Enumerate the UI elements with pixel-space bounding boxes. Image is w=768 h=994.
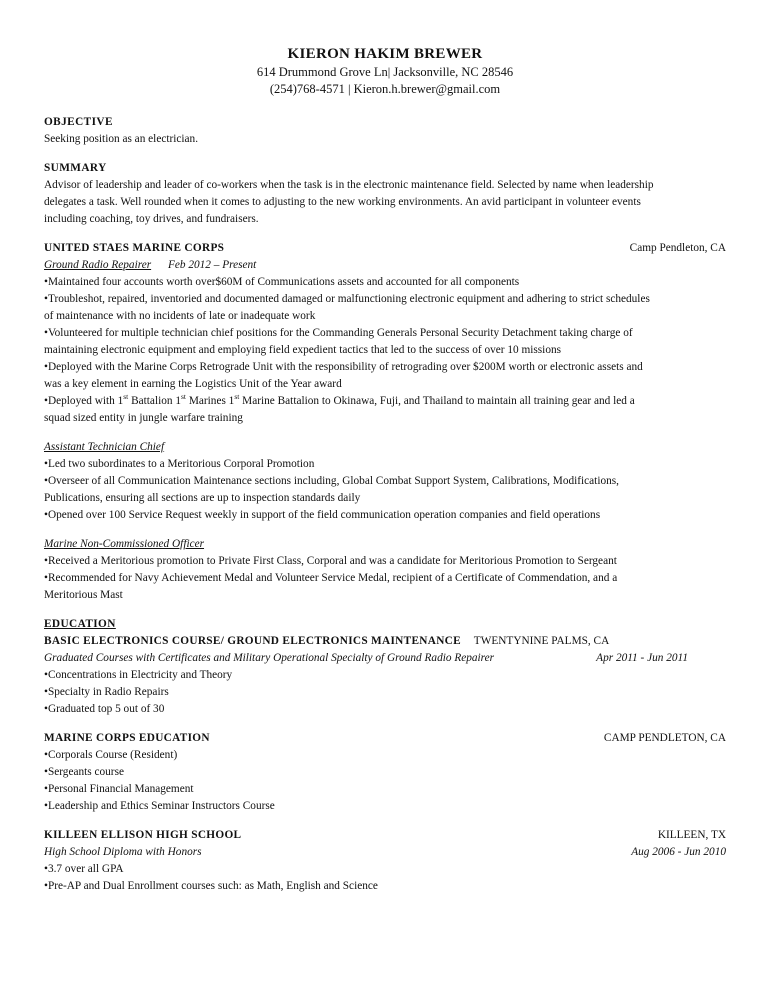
summary-line: Advisor of leadership and leader of co-workers when the task is in the electronic maintenance field. Selected by name when leadership [44, 179, 654, 191]
school-heading [44, 633, 726, 650]
school-dates: Apr 2011 - Jun 2011 [596, 652, 688, 664]
school-location: CAMP PENDLETON, CA [603, 732, 726, 744]
school-desc-row [44, 844, 726, 861]
objective-section [44, 114, 726, 148]
contact-line: (254)768-4571 | Kieron.h.brewer@gmail.com [269, 82, 501, 96]
resume-header [224, 44, 546, 98]
employer-row [44, 240, 726, 257]
school-desc-row [44, 650, 726, 667]
role-title: Marine Non-Commissioned Officer [44, 538, 205, 550]
bullet-line: •Concentrations in Electricity and Theory [44, 669, 233, 681]
school-desc: Graduated Courses with Certificates and Military Operational Specialty of Ground Radio Repairer [44, 652, 495, 664]
role-heading [44, 257, 726, 274]
school-name: KILLEEN ELLISON HIGH SCHOOL [44, 829, 242, 841]
bullet-line: •Volunteered for multiple technician chief positions for the Commanding Generals Personal Security Detachment taking charge of [44, 327, 633, 339]
bullet-line: squad sized entity in jungle warfare training [44, 412, 243, 424]
experience-section [44, 240, 726, 604]
bullet-line: •Graduated top 5 out of 30 [44, 703, 165, 715]
bullet-line: •Received a Meritorious promotion to Private First Class, Corporal and was a candidate for Meritorious Promotion to Sergeant [44, 555, 617, 567]
bullet-line: •Opened over 100 Service Request weekly in support of the field communication operation companies and field operations [44, 509, 601, 521]
education-section [44, 616, 726, 895]
employer-name: UNITED STAES MARINE CORPS [44, 242, 225, 254]
school-location: TWENTYNINE PALMS, CA [473, 635, 610, 647]
bullet-line: was a key element in earning the Logistics Unit of the Year award [44, 378, 342, 390]
bullet-line: Meritorious Mast [44, 589, 123, 601]
school-name: BASIC ELECTRONICS COURSE/ GROUND ELECTRONICS MAINTENANCE [44, 635, 461, 647]
bullet-line: •Recommended for Navy Achievement Medal and Volunteer Service Medal, recipient of a Certificate of Commendation, and a [44, 572, 618, 584]
bullet-line: •Corporals Course (Resident) [44, 749, 178, 761]
school-heading [44, 730, 726, 747]
bullet-line: •Troubleshot, repaired, inventoried and documented damaged or malfunctioning electronic equipment and adhering to strict schedules [44, 293, 650, 305]
bullet-line: maintaining electronic equipment and employing field expedient tactics that led to the success of over 10 missions [44, 344, 562, 356]
education-title: EDUCATION [44, 618, 116, 630]
objective-title: OBJECTIVE [44, 116, 113, 128]
applicant-name: KIERON HAKIM BREWER [287, 46, 483, 62]
bullet-line: •Specialty in Radio Repairs [44, 686, 169, 698]
summary-section [44, 160, 726, 228]
school-location: KILLEEN, TX [657, 829, 726, 841]
role-title: Ground Radio Repairer [44, 259, 152, 271]
resume-page [44, 44, 726, 895]
bullet-line: •Overseer of all Communication Maintenance sections including, Global Combat Support System, Calibrations, Modifications, [44, 475, 619, 487]
bullet-line: •Deployed with the Marine Corps Retrograde Unit with the responsibility of retrograding over $200M worth or electronic assets and [44, 361, 643, 373]
school-heading [44, 827, 726, 844]
employer-location: Camp Pendleton, CA [629, 242, 726, 254]
bullet-line: •Leadership and Ethics Seminar Instructors Course [44, 800, 275, 812]
role-title: Assistant Technician Chief [44, 441, 165, 453]
bullet-line: •Maintained four accounts worth over$60M of Communications assets and accounted for all components [44, 276, 520, 288]
bullet-line-deployment: •Deployed with 1st Battalion 1st Marines 1st Marine Battalion to Okinawa, Fuji, and Thailand to maintain all training gear and led a [44, 392, 635, 407]
bullet-line: •3.7 over all GPA [44, 863, 124, 875]
bullet-line: of maintenance with no incidents of late or inadequate work [44, 310, 316, 322]
summary-line: including coaching, toy drives, and fundraisers. [44, 213, 259, 225]
objective-text: Seeking position as an electrician. [44, 133, 199, 145]
school-name: MARINE CORPS EDUCATION [44, 732, 210, 744]
school-dates: Aug 2006 - Jun 2010 [631, 846, 726, 858]
bullet-line: •Sergeants course [44, 766, 124, 778]
school-desc: High School Diploma with Honors [44, 846, 202, 858]
summary-line: delegates a task. Well rounded when it comes to adjusting to the new working environments. An avid participant in volunteer events [44, 196, 641, 208]
role-dates: Feb 2012 – Present [167, 259, 257, 271]
address-line: 614 Drummond Grove Ln| Jacksonville, NC 28546 [256, 65, 514, 79]
bullet-line: Publications, ensuring all sections are up to inspection standards daily [44, 492, 361, 504]
bullet-line: •Personal Financial Management [44, 783, 194, 795]
bullet-line: •Led two subordinates to a Meritorious Corporal Promotion [44, 458, 315, 470]
summary-title: SUMMARY [44, 162, 107, 174]
bullet-line: •Pre-AP and Dual Enrollment courses such: as Math, English and Science [44, 880, 378, 892]
